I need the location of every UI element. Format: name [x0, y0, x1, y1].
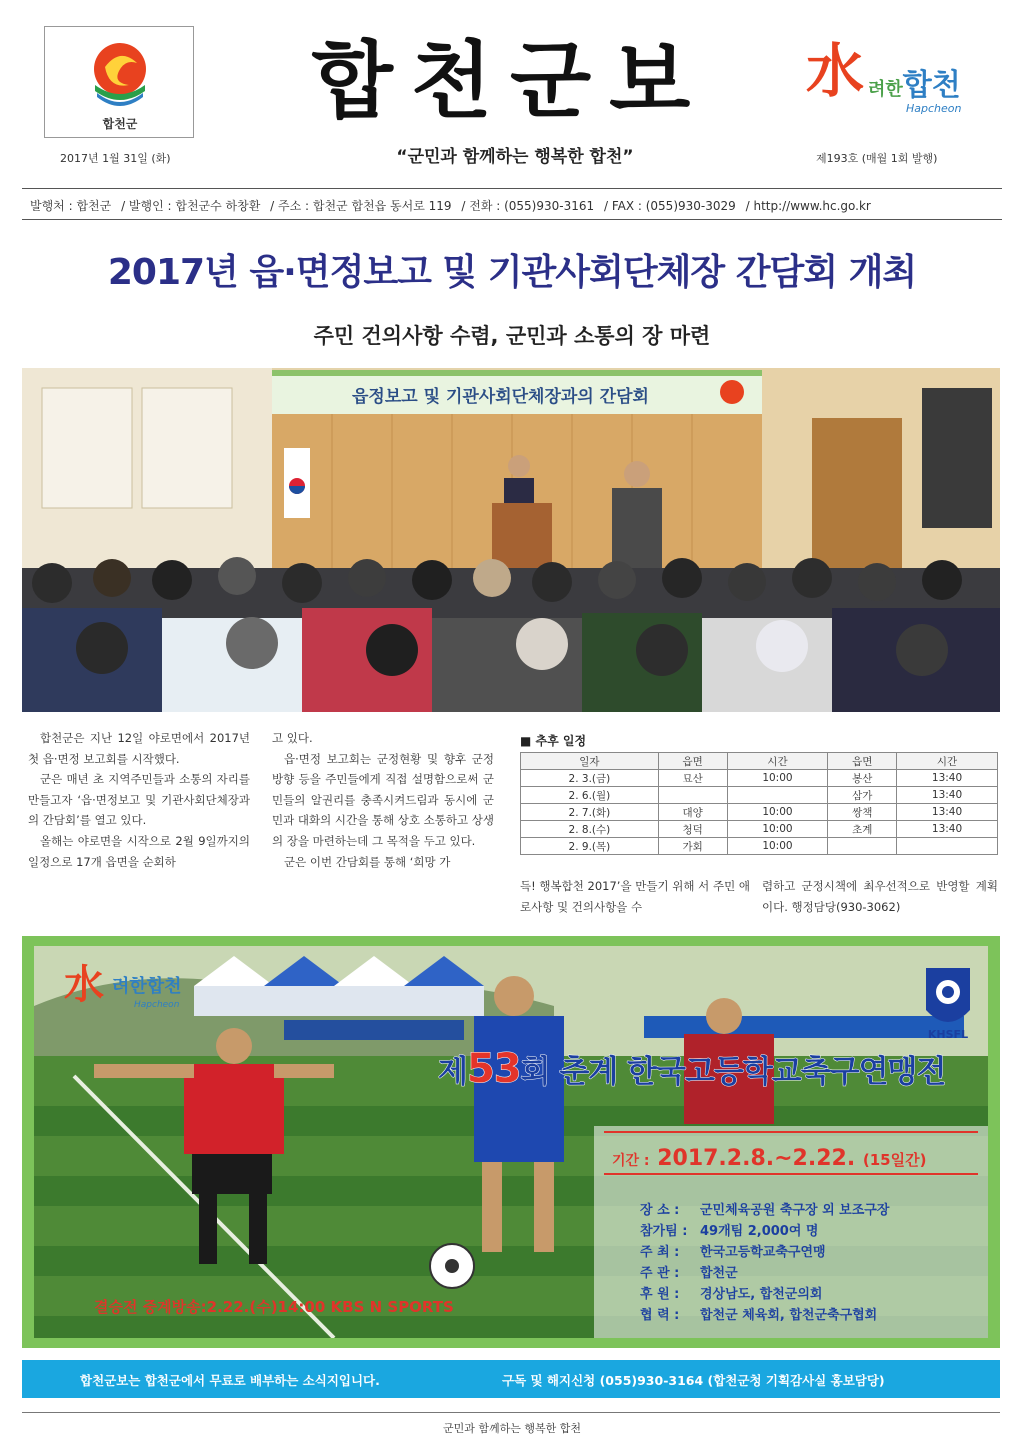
free-distribution-notice: 합천군보는 합천군에서 무료로 배부하는 소식지입니다.	[80, 1373, 380, 1388]
table-cell: 10:00	[727, 838, 828, 855]
photo-banner-text: 읍정보고 및 기관사회단체장과의 간담회	[352, 387, 649, 407]
logo-label: 합천군	[102, 117, 138, 131]
city-brand-logo	[800, 36, 990, 128]
table-cell: 13:40	[897, 821, 998, 838]
address: / 주소 : 합천군 합천읍 동서로 119	[270, 199, 452, 213]
table-cell: 쌍책	[828, 804, 897, 821]
table-row	[521, 787, 998, 804]
fax: / FAX : (055)930-3029	[603, 199, 736, 213]
subscription-info-bar	[22, 1360, 1000, 1398]
detail-row: 협 력 : 합천군 체육회, 합천군축구협회	[640, 1308, 878, 1323]
article-column-1	[28, 728, 250, 872]
paragraph: 군은 매년 초 지역주민들과 소통의 자리를 만들고자 ‘읍·면정보고 및 기관사회단체장과의 간담회’를 열고 있다.	[28, 772, 250, 828]
footer-divider	[22, 1412, 1000, 1413]
brand-romanized: Hapcheon	[906, 102, 962, 115]
column-header: 시간	[727, 753, 828, 770]
paragraph: 합천군은 지난 12일 야로면에서 2017년 첫 읍·면정 보고회를 시작했다.	[28, 731, 250, 766]
table-cell	[658, 787, 727, 804]
footer-tagline: 군민과 함께하는 행복한 합천	[442, 1422, 581, 1435]
table-cell	[897, 838, 998, 855]
county-logo	[44, 26, 194, 138]
brand-name: 려한합천	[868, 68, 961, 103]
detail-row: 참가팀 : 49개팀 2,000여 명	[640, 1224, 819, 1239]
brand-mark: 水	[806, 37, 865, 105]
detail-row: 후 원 : 경상남도, 합천군의회	[640, 1287, 823, 1302]
table-cell: 삼가	[828, 787, 897, 804]
publisher: 발행처 : 합천군	[30, 199, 112, 213]
article-column-4: 렴하고 군정시책에 최우선적으로 반영할 계획이다. 행정담당(930-3062)	[762, 879, 998, 914]
paragraph: 고 있다.	[272, 731, 313, 745]
table-cell: 봉산	[828, 770, 897, 787]
table-cell: 13:40	[897, 787, 998, 804]
masthead	[0, 0, 1024, 190]
county-emblem-icon	[85, 37, 155, 107]
paragraph: 읍·면정 보고회는 군정현황 및 향후 군정방향 등을 주민들에게 직접 설명함으로써 군민들의 알권리를 충족시켜드림과 동시에 군민과 대화의 시간을 통해 상호 소통하고 상생의 장을 마련하는데 그 목적을 두고 있다.	[272, 751, 494, 848]
table-cell: 2. 8.(수)	[521, 821, 659, 838]
table-cell: 2. 7.(화)	[521, 804, 659, 821]
article-column-3: 득! 행복합천 2017’을 만들기 위해 서 주민 애로사항 및 건의사항을 수	[520, 879, 750, 914]
phone: / 전화 : (055)930-3161	[461, 199, 595, 213]
meeting-photo	[22, 368, 1000, 712]
detail-row: 주 최 : 한국고등학교축구연맹	[640, 1245, 826, 1260]
newspaper-title: 합천군보	[311, 32, 709, 130]
article-subhead: 주민 건의사항 수렴, 군민과 소통의 장 마련	[313, 324, 711, 348]
table-row	[521, 821, 998, 838]
table-cell: 10:00	[727, 770, 828, 787]
article-column-2	[272, 728, 494, 872]
schedule-table	[520, 752, 998, 855]
column-header: 시간	[897, 753, 998, 770]
table-cell: 13:40	[897, 770, 998, 787]
table-row	[521, 804, 998, 821]
detail-row: 장 소 : 군민체육공원 축구장 외 보조구장	[640, 1203, 890, 1218]
article-headline: 2017년 읍·면정보고 및 기관사회단체장 간담회 개최	[107, 252, 917, 293]
table-cell: 2. 6.(월)	[521, 787, 659, 804]
table-cell: 청덕	[658, 821, 727, 838]
table-cell: 13:40	[897, 804, 998, 821]
column-header: 일자	[521, 753, 659, 770]
broadcast-info: 결승전 중계방송:2.22.(수)14:00 KBS N SPORTS	[94, 1298, 454, 1316]
ad-brand-name: 려한합천	[112, 976, 182, 997]
table-cell: 초계	[828, 821, 897, 838]
column-header: 읍면	[658, 753, 727, 770]
publication-info-bar	[22, 188, 1002, 220]
table-row	[521, 838, 998, 855]
ad-brand-mark: 水	[64, 962, 104, 1008]
ad-image	[34, 946, 988, 1338]
slogan: “군민과 함께하는 행복한 합천”	[396, 147, 634, 167]
table-cell	[828, 838, 897, 855]
ad-brand-logo	[64, 960, 214, 1030]
table-cell: 가회	[658, 838, 727, 855]
ad-brand-romanized: Hapcheon	[134, 1000, 180, 1010]
khsfl-label: KHSFL	[927, 1028, 969, 1041]
tournament-period: 기간 : 2017.2.8.~2.22. (15일간)	[612, 1146, 927, 1171]
table-header-row	[521, 753, 998, 770]
paragraph: 올해는 야로면을 시작으로 2월 9일까지의 일정으로 17개 읍면을 순회하	[28, 833, 250, 869]
football-tournament-ad	[22, 936, 1000, 1348]
table-cell: 대양	[658, 804, 727, 821]
table-cell: 10:00	[727, 804, 828, 821]
detail-row: 주 관 : 합천군	[640, 1266, 738, 1281]
tournament-details	[640, 1200, 889, 1326]
issue-date: 2017년 1월 31일 (화)	[60, 152, 171, 165]
table-cell: 2. 3.(금)	[521, 770, 659, 787]
table-row	[521, 770, 998, 787]
schedule-title: ■ 추후 일정	[520, 734, 587, 748]
meeting-photo-illustration	[22, 368, 1000, 712]
subscription-contact: 구독 및 해지신청 (055)930-3164 (합천군청 기획감사실 홍보담당)	[502, 1373, 885, 1388]
table-cell: 2. 9.(목)	[521, 838, 659, 855]
table-cell	[727, 787, 828, 804]
tournament-title: 제53회 춘계 한국고등학교축구연맹전	[438, 1046, 946, 1092]
issue-number: 제193호 (매월 1회 발행)	[816, 152, 938, 165]
issuer: / 발행인 : 합천군수 하창환	[121, 199, 261, 213]
paragraph: 군은 이번 간담회를 통해 ‘희망 가	[284, 854, 451, 869]
website-link[interactable]: / http://www.hc.go.kr	[745, 199, 871, 213]
table-cell: 묘산	[658, 770, 727, 787]
table-cell: 10:00	[727, 821, 828, 838]
column-header: 읍면	[828, 753, 897, 770]
